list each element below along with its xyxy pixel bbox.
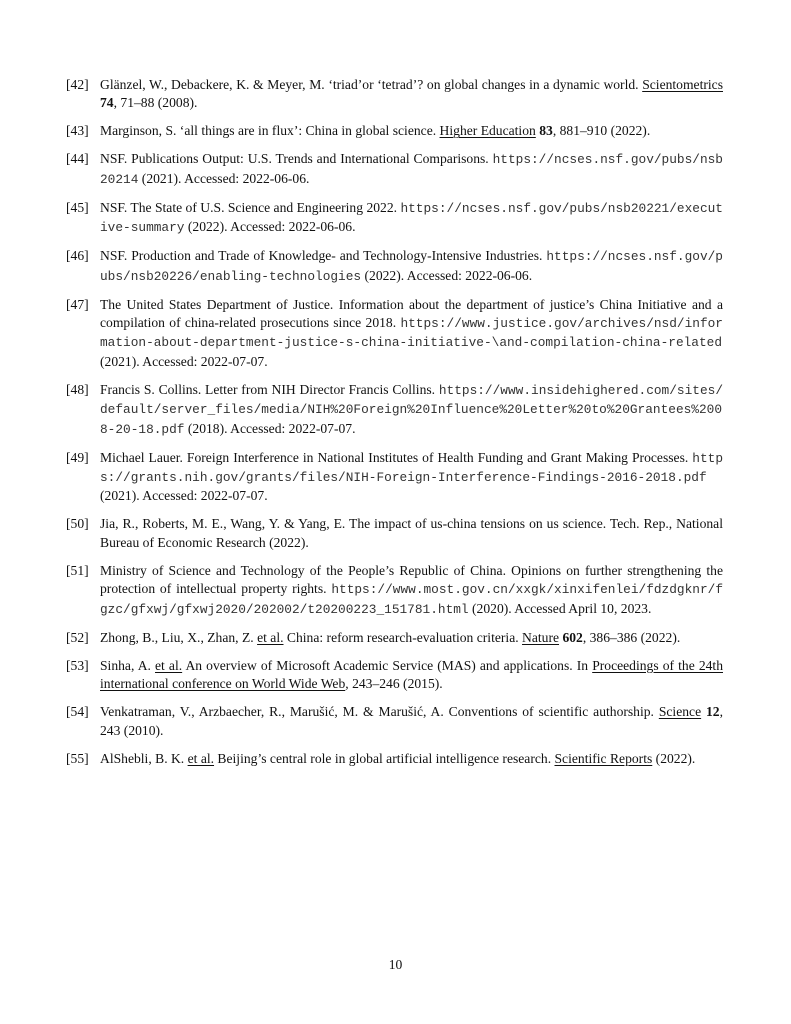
reference-number: [47] bbox=[66, 296, 89, 312]
reference-url[interactable]: https://ncses.nsf.gov/pubs/nsb20214 bbox=[100, 152, 723, 187]
reference-number: [51] bbox=[66, 562, 89, 578]
reference-source-link: Scientometrics bbox=[642, 77, 723, 92]
reference-text-segment: , 243–246 (2015). bbox=[345, 676, 443, 692]
reference-text-segment: , 71–88 (2008). bbox=[113, 95, 198, 111]
reference-text-segment: An overview of Microsoft Academic Service (MAS) and applications. In bbox=[182, 657, 593, 673]
reference-text bbox=[100, 150, 723, 189]
reference-volume: 602 bbox=[562, 629, 583, 645]
reference-item bbox=[66, 296, 723, 372]
reference-text-segment: (2021). Accessed: 2022-06-06. bbox=[138, 170, 310, 186]
reference-number: [44] bbox=[66, 151, 89, 167]
reference-source-link: Nature bbox=[522, 629, 560, 645]
reference-text-segment: China: reform research-evaluation criteria. bbox=[283, 629, 523, 645]
reference-text bbox=[100, 122, 723, 140]
reference-number: [53] bbox=[66, 657, 89, 673]
reference-text-segment: (2020). Accessed April 10, 2023. bbox=[468, 600, 652, 616]
reference-text-segment: (2022). Accessed: 2022-06-06. bbox=[361, 267, 533, 283]
reference-number: [50] bbox=[66, 516, 89, 532]
reference-number: [52] bbox=[66, 629, 89, 645]
reference-item bbox=[66, 750, 723, 768]
reference-number: [43] bbox=[66, 123, 89, 139]
reference-text bbox=[100, 657, 723, 694]
reference-url[interactable]: https://www.insidehighered.com/sites/default/server_files/media/NIH%20Foreign%20Influence%20Letter%20to%20Grantees%2008-20-18.pdf bbox=[100, 382, 723, 437]
reference-source-link: Higher Education bbox=[439, 123, 536, 139]
reference-text-segment: Michael Lauer. Foreign Interference in National Institutes of Health Funding and Grant Making Processes. bbox=[100, 449, 693, 465]
reference-url[interactable]: https://ncses.nsf.gov/pubs/nsb20221/executive-summary bbox=[100, 200, 723, 236]
reference-text-segment: , 243 (2010). bbox=[100, 704, 723, 738]
reference-item bbox=[66, 562, 723, 619]
reference-text-segment: Marginson, S. ‘all things are in flux’: China in global science. bbox=[100, 123, 440, 139]
reference-text bbox=[100, 629, 723, 647]
reference-text-segment: AlShebli, B. K. bbox=[100, 750, 188, 766]
reference-number: [49] bbox=[66, 449, 89, 465]
reference-item bbox=[66, 199, 723, 238]
reference-text-segment: Venkatraman, V., Arzbaecher, R., Marušić, M. & Marušić, A. Conventions of scientific authorship. bbox=[100, 704, 659, 720]
reference-text bbox=[100, 381, 723, 439]
reference-item bbox=[66, 150, 723, 189]
reference-volume: 74 bbox=[100, 95, 114, 111]
reference-text-segment: (2021). Accessed: 2022-07-07. bbox=[100, 488, 268, 504]
reference-list bbox=[66, 76, 723, 778]
reference-source-link: et al. bbox=[155, 657, 183, 673]
reference-text-segment: , 881–910 (2022). bbox=[552, 123, 651, 139]
reference-text bbox=[100, 296, 723, 372]
reference-text-segment: Jia, R., Roberts, M. E., Wang, Y. & Yang, E. The impact of us-china tensions on us science. Tech. Rep., National Bureau of Economic Research (2022). bbox=[100, 516, 723, 550]
reference-number: [42] bbox=[66, 77, 89, 92]
reference-item bbox=[66, 122, 723, 140]
reference-source-link: Proceedings of the 24th international conference on World Wide Web bbox=[100, 657, 723, 692]
reference-number: [55] bbox=[66, 750, 89, 766]
reference-text-segment: Zhong, B., Liu, X., Zhan, Z. bbox=[100, 629, 258, 645]
reference-url[interactable]: https://grants.nih.gov/grants/files/NIH-Foreign-Interference-Findings-2016-2018.pdf bbox=[100, 450, 723, 486]
reference-text bbox=[100, 562, 723, 619]
reference-number: [45] bbox=[66, 199, 89, 215]
reference-text bbox=[100, 247, 723, 286]
page-number: 10 bbox=[388, 957, 403, 972]
reference-text-segment: , 386–386 (2022). bbox=[582, 629, 681, 645]
reference-text-segment: (2022). Accessed: 2022-06-06. bbox=[184, 219, 356, 235]
reference-text-segment: (2018). Accessed: 2022-07-07. bbox=[184, 420, 356, 436]
reference-text-segment: (2021). Accessed: 2022-07-07. bbox=[100, 353, 268, 369]
reference-url[interactable]: https://www.justice.gov/archives/nsd/information-about-department-justice-s-china-initiative-\and-compilation-china-related bbox=[100, 316, 723, 351]
reference-url[interactable]: https://ncses.nsf.gov/pubs/nsb20226/enabling-technologies bbox=[100, 249, 723, 284]
reference-text bbox=[100, 515, 723, 552]
reference-text-segment: NSF. Publications Output: U.S. Trends and International Comparisons. bbox=[100, 151, 493, 167]
reference-source-link: Scientific Reports bbox=[554, 750, 653, 766]
reference-item bbox=[66, 703, 723, 740]
reference-source-link: et al. bbox=[257, 629, 284, 645]
reference-item bbox=[66, 629, 723, 647]
reference-text bbox=[100, 703, 723, 740]
reference-item bbox=[66, 381, 723, 439]
reference-volume: 83 bbox=[539, 123, 553, 139]
reference-source-link: et al. bbox=[187, 750, 215, 766]
reference-text-segment: Sinha, A. bbox=[100, 657, 156, 673]
reference-item bbox=[66, 657, 723, 694]
reference-text-segment: The United States Department of Justice. Information about the department of justice’s China Initiative and a compilation of china-related prosecutions since 2018. bbox=[100, 296, 723, 331]
reference-url[interactable]: https://www.most.gov.cn/xxgk/xinxifenlei/fdzdgknr/fgzc/gfxwj/gfxwj2020/202002/t20200223_151781.html bbox=[100, 582, 723, 617]
reference-text-segment: Francis S. Collins. Letter from NIH Director Francis Collins. bbox=[100, 381, 439, 397]
reference-number: [46] bbox=[66, 248, 89, 264]
reference-item bbox=[66, 515, 723, 552]
reference-item bbox=[66, 247, 723, 286]
reference-item bbox=[66, 76, 723, 113]
reference-text-segment: Beijing’s central role in global artificial intelligence research. bbox=[214, 750, 555, 766]
reference-text bbox=[100, 199, 723, 238]
reference-text bbox=[100, 76, 723, 113]
reference-text-segment: Glänzel, W., Debackere, K. & Meyer, M. ‘triad’or ‘tetrad’? on global changes in a dynamic world. bbox=[100, 77, 643, 92]
reference-volume: 12 bbox=[706, 704, 720, 720]
reference-item bbox=[66, 449, 723, 506]
reference-text-segment: NSF. The State of U.S. Science and Engineering 2022. bbox=[100, 199, 401, 215]
reference-text-segment: (2022). bbox=[652, 750, 696, 766]
reference-number: [54] bbox=[66, 704, 89, 720]
reference-text bbox=[100, 750, 723, 768]
reference-text-segment: NSF. Production and Trade of Knowledge- and Technology-Intensive Industries. bbox=[100, 248, 547, 264]
reference-text-segment: Ministry of Science and Technology of the People’s Republic of China. Opinions on further strengthening the protection of intellectual property rights. bbox=[100, 562, 723, 597]
reference-number: [48] bbox=[66, 381, 89, 397]
reference-text bbox=[100, 449, 723, 506]
reference-source-link: Science bbox=[658, 704, 702, 720]
